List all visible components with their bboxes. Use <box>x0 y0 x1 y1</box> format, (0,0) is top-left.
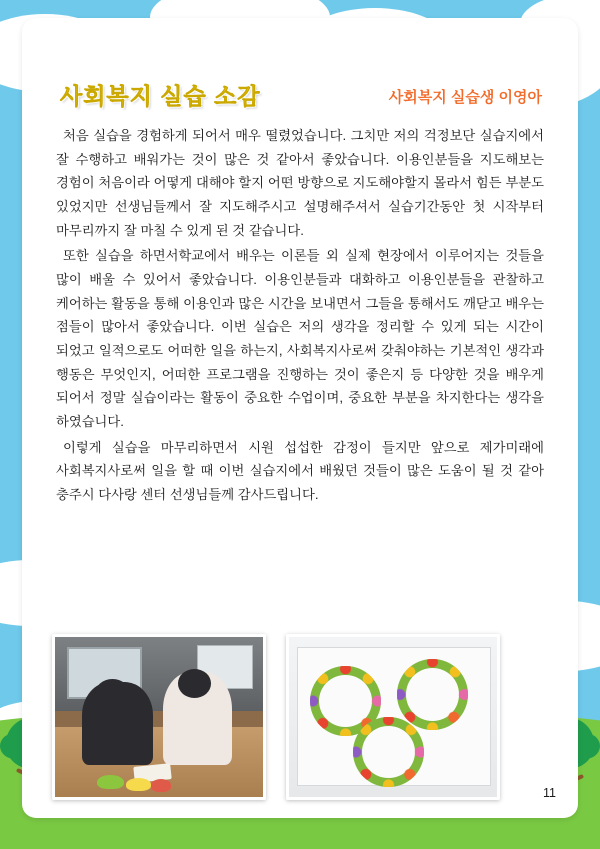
photo-gallery <box>22 618 578 800</box>
paper-card <box>22 18 578 818</box>
heading-row <box>52 78 548 118</box>
paragraph: 이렇게 실습을 마무리하면서 시원 섭섭한 감정이 들지만 앞으로 제가미래에 사회복지사로써 일을 할 때 이번 실습지에서 배웠던 것들이 많은 도움이 될 것 같아 충주시 다사랑 센터 선생님들께 감사드립니다. <box>56 439 544 502</box>
page-number: 11 <box>543 786 556 800</box>
photo-flower-wreaths <box>286 634 500 800</box>
paragraph: 처음 실습을 경험하게 되어서 매우 떨렸었습니다. 그치만 저의 걱정보단 실습지에서 잘 수행하고 배워가는 것이 많은 것 같아서 좋았습니다. 이용인분들을 지도해보는 경험이 처음이라 어떻게 대해야 할지 어떤 방향으로 지도해야할지 몰라서 힘든 부분도 있었지만 선생님들께서 잘 지도해주시고 설명해주셔서 실습기간동안 첫 시작부터 마무리까지 잘 마칠 수 있게 된 것 같습니다. <box>56 128 544 238</box>
paragraph: 또한 실습을 하면서학교에서 배우는 이론들 외 실제 현장에서 이루어지는 것들을 많이 배울 수 있어서 좋았습니다. 이용인분들과 대화하고 이용인분들을 관찰하고 케어하는 활동을 통해 이용인과 많은 시간을 보내면서 그들을 통해서도 깨닫고 배우는 점들이 많아서 좋았습니다. 이번 실습은 저의 생각을 정리할 수 있게 되는 시간이 되었고 일적으로도 어떠한 일을 하는지, 사회복지사로써 갖춰야하는 기본적인 생각과 행동은 무엇인지, 어떠한 프로그램을 진행하는 것이 좋은지 등 다양한 것을 배우게 되어서 정말 실습이라는 활동이 중요한 수업이며, 중요한 부분을 차지한다는 생각을 하였습니다. <box>56 248 544 429</box>
body-text <box>52 124 548 507</box>
photo-craft-activity <box>52 634 266 800</box>
author-line: 사회복지 실습생 이영아 <box>388 89 542 106</box>
page-title: 사회복지 실습 소감 <box>60 83 261 109</box>
